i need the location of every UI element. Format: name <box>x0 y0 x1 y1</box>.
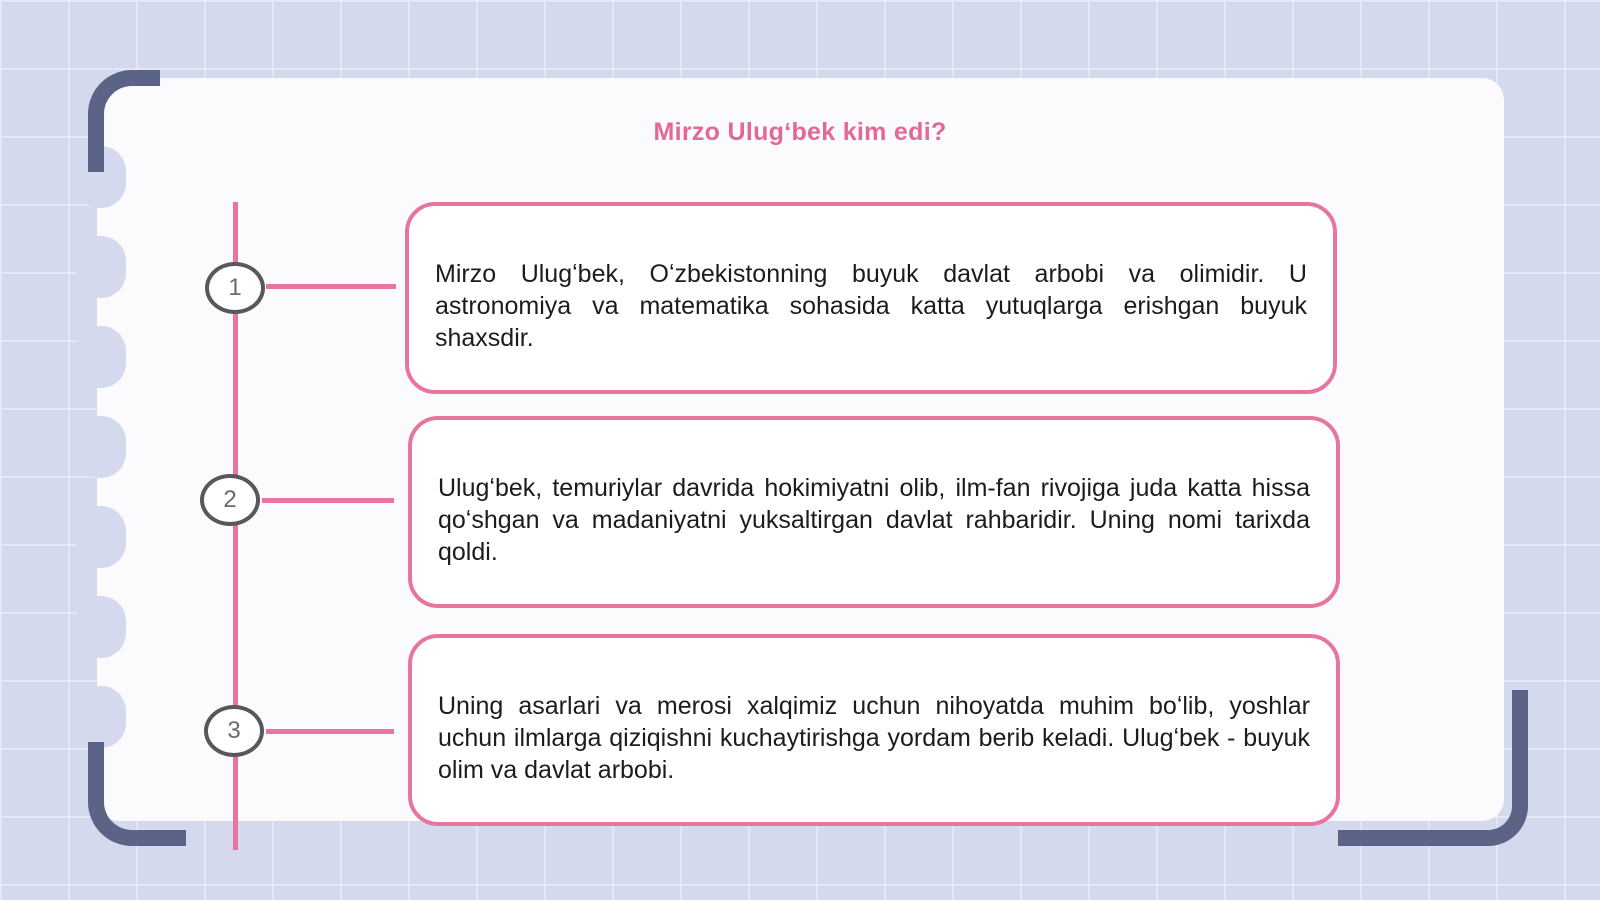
timeline-node-1 <box>205 262 265 314</box>
timeline-card-text: Mirzo Ulugʻbek, Oʻzbekistonning buyuk davlat arbobi va olimidir. U astronomiya va matematika sohasida katta yutuqlarga erishgan buyuk shaxsdir. <box>435 260 1307 352</box>
timeline-node-3 <box>204 705 264 757</box>
notebook-hole <box>76 416 126 478</box>
slide-title: Mirzo Ulugʻbek kim edi? <box>653 118 947 146</box>
timeline-card-text: Uning asarlari va merosi xalqimiz uchun nihoyatda muhim boʻlib, yoshlar uchun ilmlarga qiziqishni kuchaytirishga yordam berib keladi. Ulugʻbek - buyuk olim va davlat arbobi. <box>438 692 1310 784</box>
timeline-card-text: Ulugʻbek, temuriylar davrida hokimiyatni olib, ilm-fan rivojiga juda katta hissa qoʻshgan va madaniyatni yuksaltirgan davlat rahbaridir. Uning nomi tarixda qoldi. <box>438 474 1310 566</box>
timeline-node-number: 3 <box>227 717 241 744</box>
timeline-connector <box>262 498 394 503</box>
notebook-hole <box>76 686 126 748</box>
timeline-card-3 <box>408 634 1340 826</box>
frame-corner-bottom-left <box>88 742 186 846</box>
frame-corner-top-left <box>88 70 160 172</box>
notebook-hole <box>76 506 126 568</box>
frame-corner-bottom-right <box>1338 690 1528 846</box>
notebook-hole <box>76 326 126 388</box>
timeline-card-2 <box>408 416 1340 608</box>
timeline-node-number: 1 <box>228 274 242 301</box>
notebook-hole <box>76 596 126 658</box>
timeline-connector <box>266 729 394 734</box>
timeline-node-2 <box>200 474 260 526</box>
timeline-connector <box>266 284 396 289</box>
timeline-node-number: 2 <box>223 486 237 513</box>
timeline-card-1 <box>405 202 1337 394</box>
notebook-hole <box>76 236 126 298</box>
